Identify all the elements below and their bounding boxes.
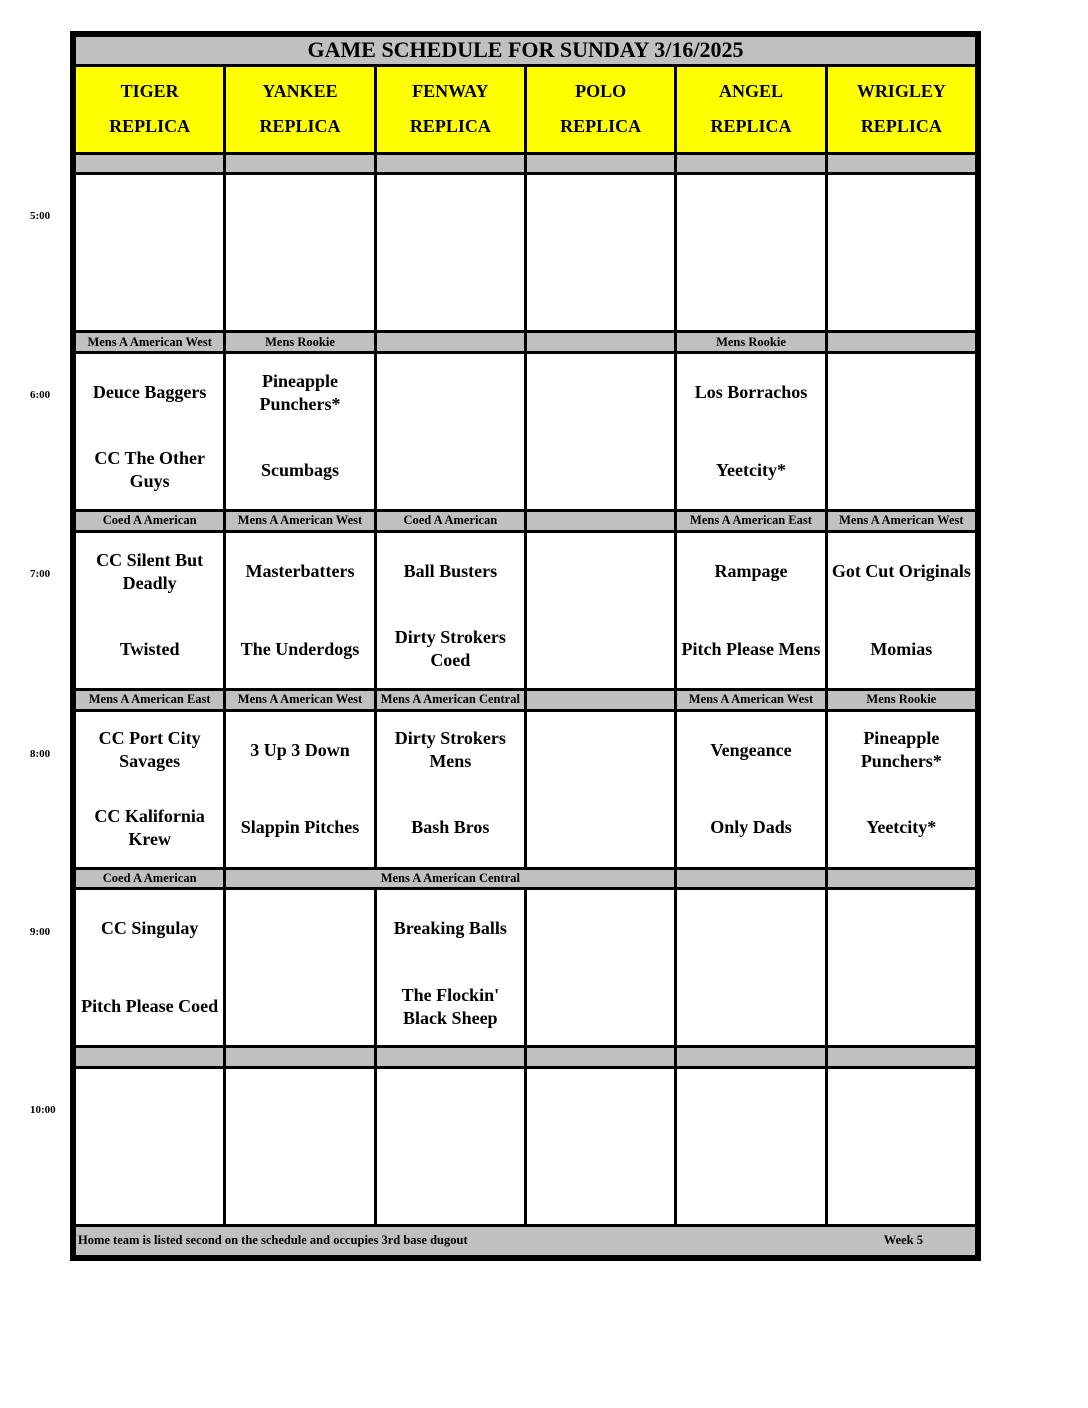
- field-header-tiger: [75, 65, 225, 153]
- away-team: [677, 1069, 824, 1147]
- game-row: [75, 174, 977, 332]
- game-cell: [75, 710, 225, 868]
- division-label: Coed A American: [75, 511, 225, 532]
- game-cell: [225, 889, 375, 1047]
- division-label: [525, 1047, 675, 1068]
- game-cell: [75, 174, 225, 332]
- game-cell: [225, 174, 375, 332]
- division-label: [375, 332, 525, 353]
- field-header-polo: [525, 65, 675, 153]
- home-team: [377, 432, 524, 510]
- away-team: [527, 1069, 674, 1147]
- home-team: The Flockin' Black Sheep: [401, 984, 500, 1028]
- division-label: [826, 153, 976, 174]
- home-team: [527, 610, 674, 688]
- game-cell: [375, 174, 525, 332]
- away-team: Los Borrachos: [694, 382, 808, 403]
- away-team: Rampage: [714, 561, 788, 582]
- time-label: 7:00: [30, 568, 51, 580]
- home-team: Bash Bros: [411, 817, 490, 838]
- home-team: Scumbags: [260, 459, 339, 480]
- home-team: Yeetcity*: [866, 817, 937, 838]
- game-row: [75, 889, 977, 1047]
- game-cell: [676, 1067, 826, 1225]
- away-team: Pineapple Punchers*: [259, 370, 341, 414]
- field-name: POLO: [575, 81, 627, 102]
- home-team: [527, 253, 674, 331]
- away-team: [828, 354, 975, 432]
- home-team: The Underdogs: [240, 638, 360, 659]
- home-team: Dirty Strokers Coed: [394, 627, 506, 671]
- division-label: [826, 332, 976, 353]
- division-label: Mens Rookie: [826, 689, 976, 710]
- away-team: [527, 533, 674, 611]
- division-label: Mens A American Central: [375, 689, 525, 710]
- game-cell: [225, 531, 375, 689]
- division-label: Mens A American West: [225, 689, 375, 710]
- division-label: Mens A American West: [826, 511, 976, 532]
- away-team: [226, 1069, 373, 1147]
- away-team: Deuce Baggers: [92, 382, 207, 403]
- home-team: [527, 432, 674, 510]
- field-header-angel: [676, 65, 826, 153]
- schedule-sheet: [70, 31, 981, 1261]
- schedule-table: [73, 34, 978, 1258]
- away-team: [377, 354, 524, 432]
- home-team: [226, 253, 373, 331]
- away-team: [226, 175, 373, 253]
- field-subtitle: REPLICA: [560, 116, 642, 137]
- game-cell: [676, 889, 826, 1047]
- home-team: [527, 789, 674, 867]
- field-name: YANKEE: [262, 81, 338, 102]
- game-row: [75, 353, 977, 511]
- home-team: CC The Other Guys: [94, 448, 205, 492]
- game-row: [75, 1067, 977, 1225]
- game-cell: [375, 889, 525, 1047]
- game-cell: [525, 1067, 675, 1225]
- away-team: Ball Busters: [403, 561, 498, 582]
- field-subtitle: REPLICA: [710, 116, 792, 137]
- field-header-wrigley: [826, 65, 976, 153]
- schedule-title: GAME SCHEDULE FOR SUNDAY 3/16/2025: [75, 36, 977, 66]
- away-team: [76, 175, 223, 253]
- home-team: [226, 968, 373, 1046]
- week-label: Week 5: [883, 1233, 923, 1248]
- game-cell: [676, 710, 826, 868]
- division-row: [75, 153, 977, 174]
- home-team: [677, 1146, 824, 1224]
- home-team: Pitch Please Coed: [81, 996, 219, 1017]
- home-team: [828, 968, 975, 1046]
- division-label: [225, 1047, 375, 1068]
- title-row: [75, 36, 977, 66]
- home-team: [828, 432, 975, 510]
- away-team: Got Cut Originals: [831, 561, 971, 582]
- game-cell: [676, 531, 826, 689]
- game-cell: [525, 353, 675, 511]
- game-cell: [525, 531, 675, 689]
- away-team: CC Port City Savages: [98, 728, 201, 772]
- away-team: [828, 175, 975, 253]
- away-team: [828, 1069, 975, 1147]
- home-team: Pitch Please Mens: [681, 638, 821, 659]
- division-label: Mens A American West: [676, 689, 826, 710]
- away-team: [377, 1069, 524, 1147]
- game-cell: [75, 531, 225, 689]
- field-name: FENWAY: [412, 81, 489, 102]
- away-team: 3 Up 3 Down: [250, 739, 350, 760]
- game-cell: [75, 353, 225, 511]
- game-cell: [826, 1067, 976, 1225]
- field-name: TIGER: [120, 81, 179, 102]
- division-label: [676, 868, 826, 889]
- away-team: Vengeance: [710, 739, 792, 760]
- home-team: CC Kalifornia Krew: [94, 805, 205, 849]
- home-team: [226, 1146, 373, 1224]
- away-team: Dirty Strokers Mens: [394, 728, 506, 772]
- game-cell: [75, 1067, 225, 1225]
- game-cell: [676, 174, 826, 332]
- away-team: [76, 1069, 223, 1147]
- field-subtitle: REPLICA: [259, 116, 341, 137]
- division-label: [676, 153, 826, 174]
- game-cell: [375, 353, 525, 511]
- division-label: Mens A American West: [75, 332, 225, 353]
- division-label: Mens A American Central: [225, 868, 676, 889]
- division-label: Mens A American East: [676, 511, 826, 532]
- game-cell: [826, 174, 976, 332]
- footer-note: Home team is listed second on the schedule and occupies 3rd base dugout: [78, 1233, 468, 1248]
- away-team: Masterbatters: [245, 561, 355, 582]
- division-row: [75, 332, 977, 353]
- time-label: 10:00: [30, 1104, 56, 1116]
- game-cell: [826, 353, 976, 511]
- away-team: [527, 175, 674, 253]
- division-label: Mens A American East: [75, 689, 225, 710]
- division-label: [525, 153, 675, 174]
- division-label: [375, 153, 525, 174]
- game-cell: [826, 710, 976, 868]
- game-cell: [375, 1067, 525, 1225]
- away-team: [527, 890, 674, 968]
- home-team: [527, 968, 674, 1046]
- division-label: [826, 868, 976, 889]
- division-label: Mens Rookie: [676, 332, 826, 353]
- away-team: [527, 354, 674, 432]
- field-header-yankee: [225, 65, 375, 153]
- field-name: WRIGLEY: [856, 81, 946, 102]
- away-team: [226, 890, 373, 968]
- game-cell: [826, 531, 976, 689]
- game-row: [75, 710, 977, 868]
- division-label: [75, 153, 225, 174]
- footer-bar: [75, 1225, 977, 1256]
- division-row: [75, 511, 977, 532]
- home-team: Twisted: [119, 638, 180, 659]
- division-label: [225, 153, 375, 174]
- division-label: [75, 1047, 225, 1068]
- home-team: Yeetcity*: [715, 459, 786, 480]
- division-label: Mens Rookie: [225, 332, 375, 353]
- division-row: [75, 689, 977, 710]
- field-subtitle: REPLICA: [860, 116, 942, 137]
- home-team: Momias: [870, 638, 933, 659]
- field-subtitle: REPLICA: [409, 116, 491, 137]
- away-team: CC Singulay: [100, 918, 199, 939]
- home-team: [527, 1146, 674, 1224]
- home-team: [828, 1146, 975, 1224]
- away-team: Breaking Balls: [393, 918, 507, 939]
- time-column: [0, 0, 70, 1408]
- away-team: [677, 890, 824, 968]
- game-cell: [375, 710, 525, 868]
- away-team: [677, 175, 824, 253]
- division-label: [826, 1047, 976, 1068]
- home-team: [828, 253, 975, 331]
- home-team: Slappin Pitches: [240, 817, 360, 838]
- time-label: 5:00: [30, 210, 51, 222]
- away-team: CC Silent But Deadly: [96, 549, 204, 593]
- game-cell: [826, 889, 976, 1047]
- game-cell: [225, 710, 375, 868]
- division-label: [375, 1047, 525, 1068]
- away-team: [527, 712, 674, 790]
- time-label: 9:00: [30, 926, 51, 938]
- home-team: [377, 1146, 524, 1224]
- game-cell: [676, 353, 826, 511]
- field-header-row: [75, 65, 977, 153]
- division-label: [676, 1047, 826, 1068]
- time-label: 6:00: [30, 389, 51, 401]
- away-team: Pineapple Punchers*: [860, 728, 942, 772]
- division-row: [75, 1047, 977, 1068]
- home-team: [76, 253, 223, 331]
- game-cell: [225, 353, 375, 511]
- home-team: [76, 1146, 223, 1224]
- division-row: [75, 868, 977, 889]
- game-cell: [75, 889, 225, 1047]
- field-name: ANGEL: [718, 81, 783, 102]
- away-team: [828, 890, 975, 968]
- home-team: [677, 253, 824, 331]
- field-subtitle: REPLICA: [109, 116, 191, 137]
- division-label: Mens A American West: [225, 511, 375, 532]
- home-team: [377, 253, 524, 331]
- game-cell: [225, 1067, 375, 1225]
- home-team: [677, 968, 824, 1046]
- game-cell: [525, 710, 675, 868]
- game-cell: [525, 889, 675, 1047]
- field-header-fenway: [375, 65, 525, 153]
- division-label: [525, 511, 675, 532]
- game-cell: [525, 174, 675, 332]
- division-label: Coed A American: [375, 511, 525, 532]
- footer-row: [75, 1225, 977, 1256]
- home-team: Only Dads: [710, 817, 792, 838]
- time-label: 8:00: [30, 748, 51, 760]
- division-label: [525, 689, 675, 710]
- away-team: [377, 175, 524, 253]
- game-cell: [375, 531, 525, 689]
- game-row: [75, 531, 977, 689]
- division-label: [525, 332, 675, 353]
- division-label: Coed A American: [75, 868, 225, 889]
